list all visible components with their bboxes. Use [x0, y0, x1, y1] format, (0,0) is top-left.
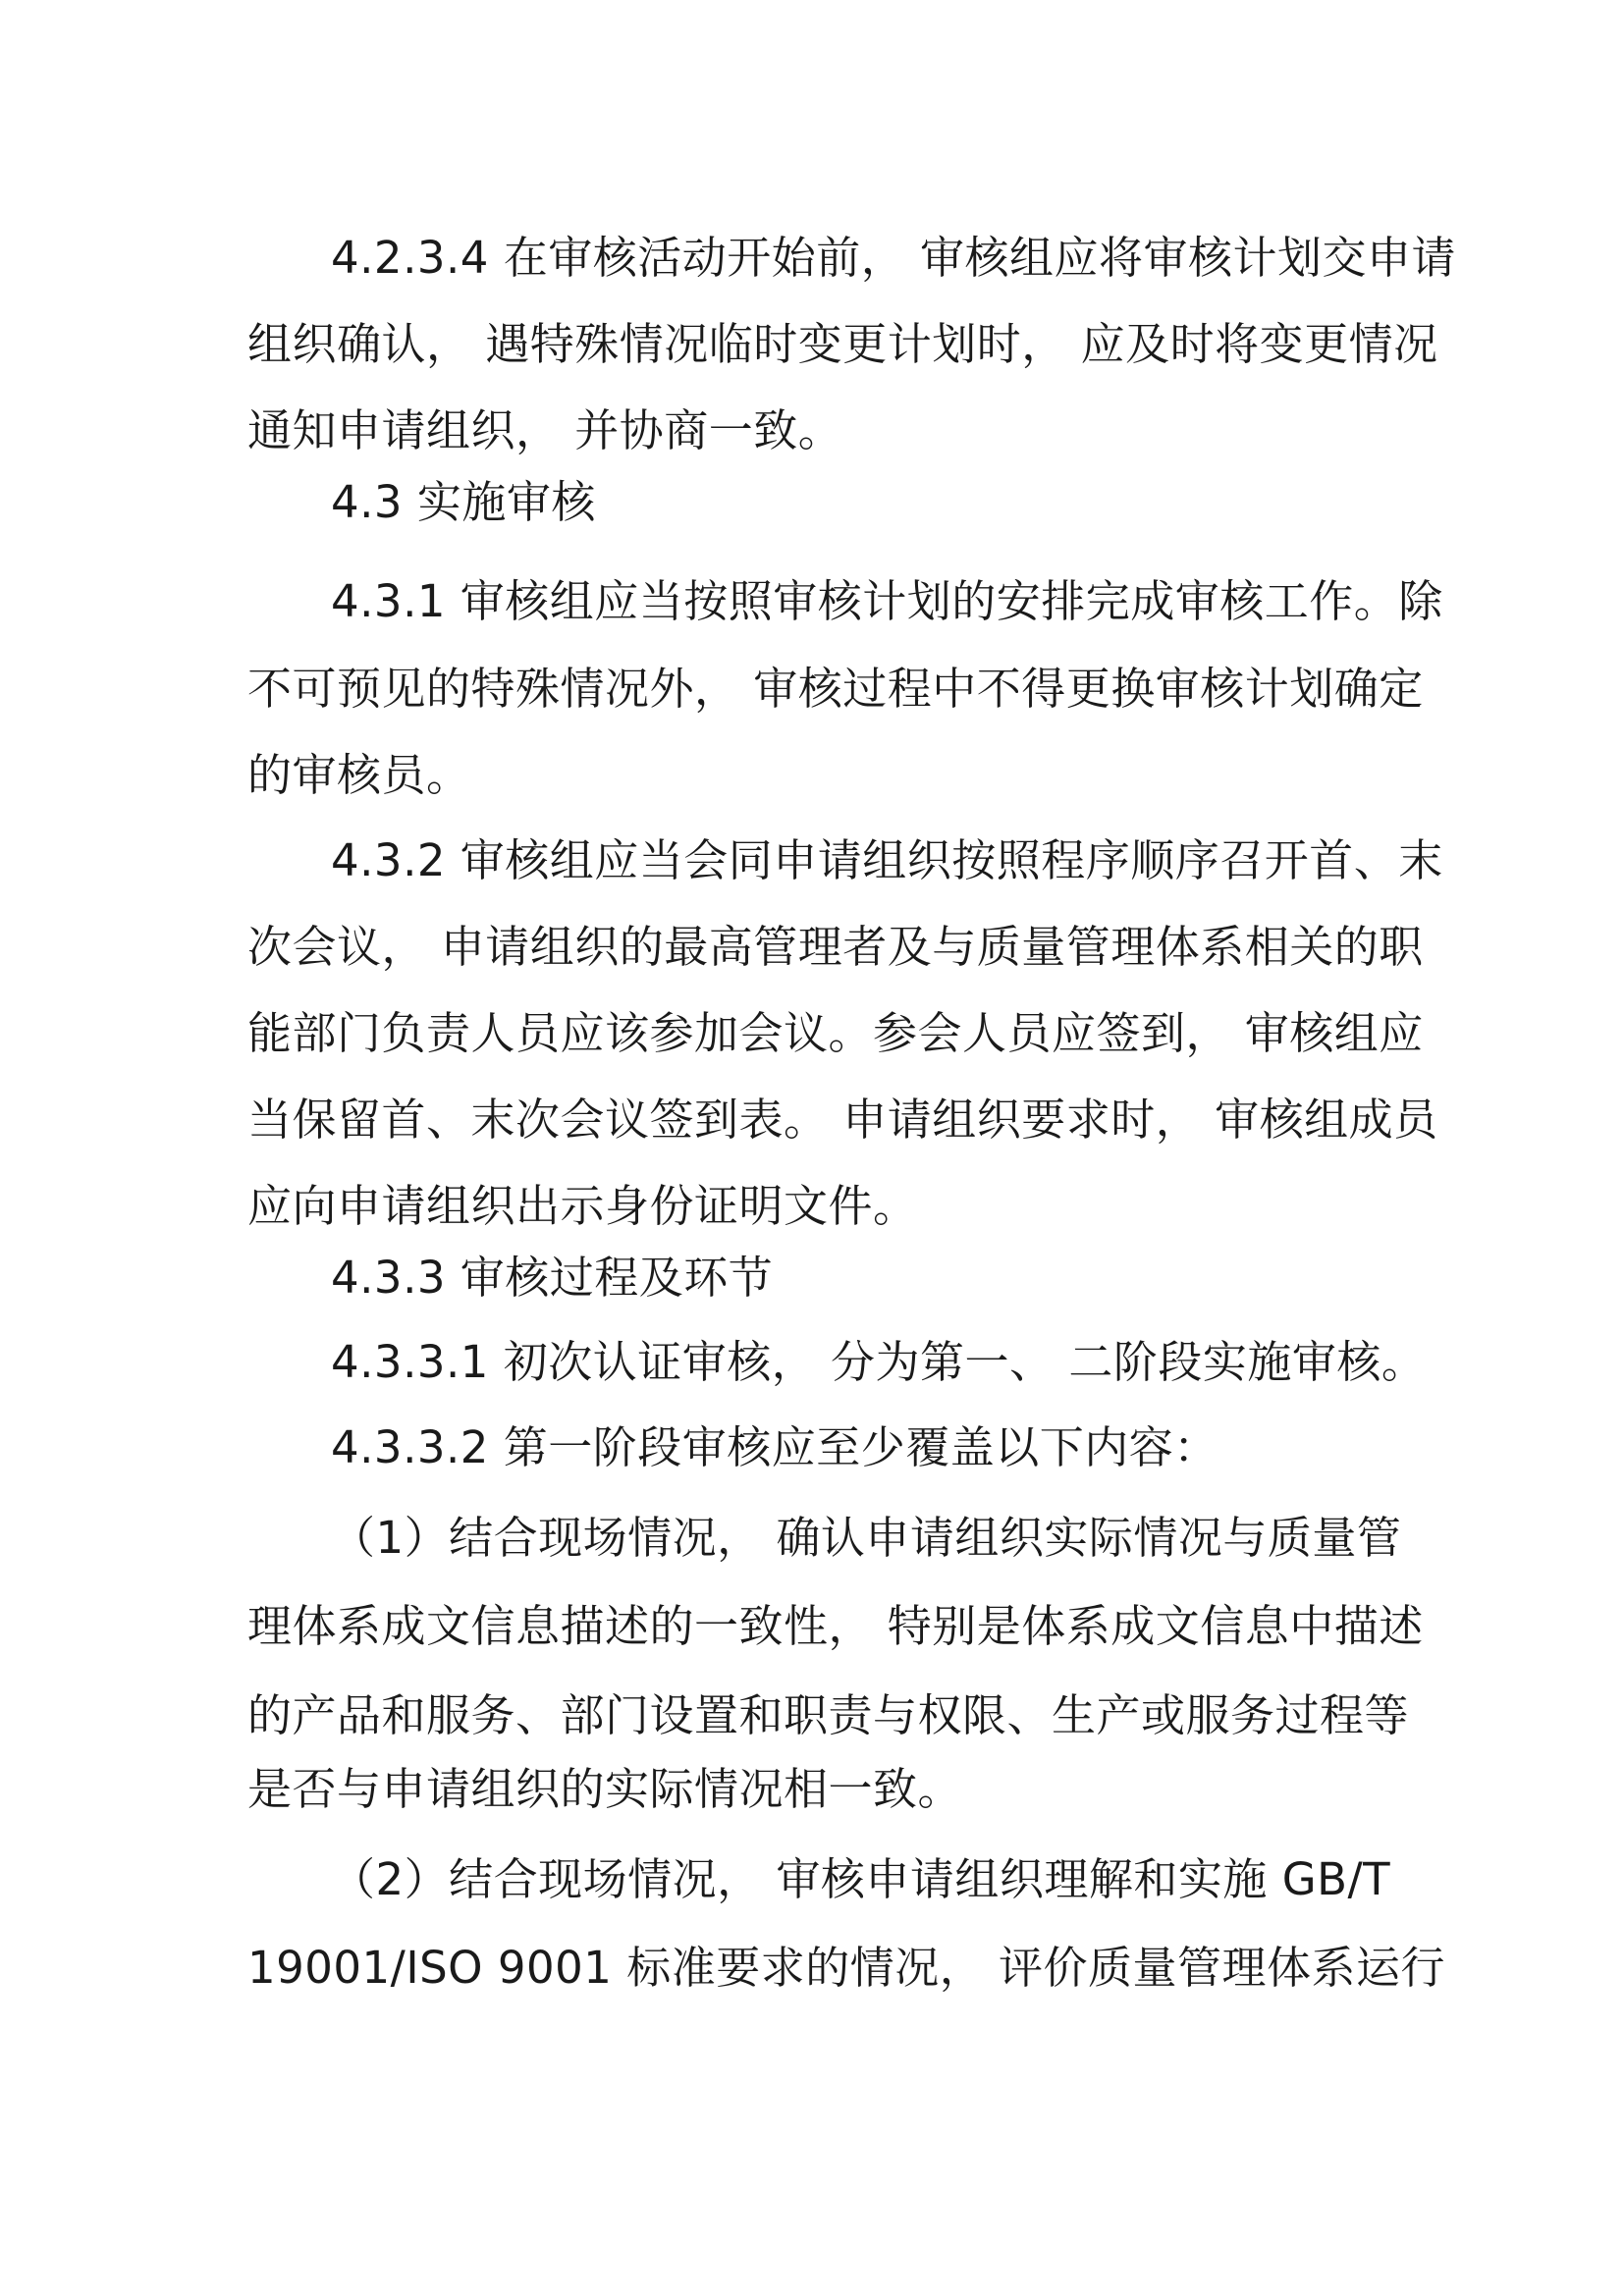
text-line: 是否与申请组织的实际情况相一致。: [247, 1763, 963, 1815]
text-line: 4.3.3.1 初次认证审核， 分为第一、 二阶段实施审核。: [331, 1336, 1427, 1388]
section-heading: 4.3 实施审核: [331, 476, 596, 528]
text-line: （1）结合现场情况， 确认申请组织实际情况与质量管: [331, 1512, 1402, 1564]
text-line: 4.3.2 审核组应当会同申请组织按照程序顺序召开首、末: [331, 834, 1443, 886]
text-line: 19001/ISO 9001 标准要求的情况， 评价质量管理体系运行: [247, 1942, 1446, 1994]
text-line: 理体系成文信息描述的一致性， 特别是体系成文信息中描述: [247, 1600, 1424, 1652]
text-line: 能部门负责人员应该参加会议。参会人员应签到， 审核组应: [247, 1007, 1424, 1059]
text-line: 的产品和服务、部门设置和职责与权限、生产或服务过程等: [247, 1689, 1410, 1741]
text-line: 应向申请组织出示身份证明文件。: [247, 1180, 918, 1232]
text-line: 4.2.3.4 在审核活动开始前， 审核组应将审核计划交申请: [331, 232, 1457, 284]
section-heading: 4.3.3 审核过程及环节: [331, 1252, 774, 1304]
text-line: 4.3.1 审核组应当按照审核计划的安排完成审核工作。除: [331, 575, 1443, 627]
text-line: 不可预见的特殊情况外， 审核过程中不得更换审核计划确定: [247, 663, 1424, 715]
text-line: 组织确认， 遇特殊情况临时变更计划时， 应及时将变更情况: [247, 318, 1438, 370]
text-line: 4.3.3.2 第一阶段审核应至少覆盖以下内容：: [331, 1421, 1218, 1473]
text-line: 次会议， 申请组织的最高管理者及与质量管理体系相关的职: [247, 921, 1424, 973]
text-line: 当保留首、末次会议签到表。 申请组织要求时， 审核组成员: [247, 1094, 1438, 1146]
text-line: 的审核员。: [247, 749, 471, 801]
text-line: 通知申请组织， 并协商一致。: [247, 404, 843, 456]
text-line: （2）结合现场情况， 审核申请组织理解和实施 GB/T: [331, 1853, 1391, 1905]
